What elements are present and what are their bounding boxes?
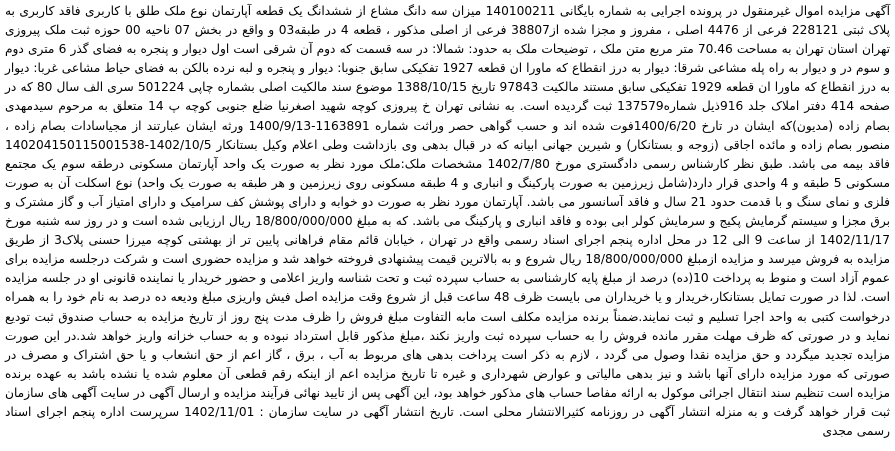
notice-body-text: آگهی مزایده اموال غیرمنقول در پرونده اجرایی به شماره بایگانی 140100211 میزان سه دانگ مشاع از ششدانگ یک قطعه آپارتمان نوع ملک طلق با کاربری فاقد کاربری به پلاک ثبتی 228121 فرعی از 4476 اصلی ، مفروز و مجزا شده از38807 فرعی از اصلی مذکور ، قطعه 4 در طبقه03 و واقع در بخش 07 ناحیه 00 حوزه ثبت ملک پیروزی تهران استان تهران به مساحت 70.46 متر مربع متن ملک ، توضیحات ملک به حدود: شمالا: در سه قسمت که دوم آن شرقی است اول دیوار و پنجره به فضای گذر 6 متری دوم و سوم در و دیوار به راه پله مشاعی شرقا: دیوار به درز انقطاع که ماورا ان قطعه 1927 تفکیکی سابق جنوبا: دیوار و پنجره و لبه نرده بالکن به فضای حیاط مشاعی غربا: دیوار به درز انقطاع که ماورا ان قطعه 1929 تفکیکی سابق مستند مالکیت 97843 تاریخ 1388/10/15 موضوع سند مالکیت اصلی بشماره چاپی 501224 سری الف سال 80 که در صفحه 414 دفتر املاک جلد 916ذیل شماره137579 ثبت گردیده است. به نشانی تهران خ پیروزی کوچه شهید اصغرنیا ضلع جنوبی کوچه پ 14 متعلق به مرحوم سیدمهدی بصام زاده (مدیون)که ایشان در تارخ 1400/6/20فوت شده اند و حسب گواهی حصر وراثت شماره 1163891-1400/9/13 ورثه ایشان عبارتند از مجیاسادات بصام زاده ، منصور بصام زاده و مائده اجاقی (زوجه و بستانکار) و شیرین جهانی ابیانه که در قبال بدهی وی بازداشت وطی اعلام وکیل بستانکار 1402/10/5-140204150115001538 فاقد بیمه می باشد. طبق نظر کارشناس رسمی دادگستری مورخ 1402/7/80 مشخصات ملک:ملک مورد نظر به صورت یک واحد آپارتمان مسکونی درطقه سوم یک مجتمع مسکونی 5 طبقه و 4 واحدی قرار دارد(شامل زیرزمین به صورت پارکینگ و انباری و 4 طبقه مسکونی روی زیرزمین و هر طبقه به صورت یک واحد) نوع اسکلت آن به صورت فلزی و نمای سنگ و با قدمت حدود 21 سال و فاقد آسانسور می باشد. آپارتمان مورد نظر به صورت دو خوابه و دارای پوشش کف سرامیک و دارای امتیاز آب و گاز مشترک و برق مجزا و سیستم گرمایش پکیج و سرمایش کولر ابی بوده و فاقد انباری و پارکینگ می باشد. که به مبلغ 18/800/000/000 ریال ارزیابی شده است و در روز سه شنبه مورخ 1402/11/17 از ساعت 9 الی 12 در محل اداره پنجم اجرای اسناد رسمی واقع در تهران ، خیابان قائم مقام فراهانی پایین تر از بهشتی کوچه میرزا حسنی پلاک3 از طریق مزایده به فروش میرسد و مزایده ازمبلغ 18/800/000/000 ریال شروع و به بالاترین قیمت پیشنهادی فروخته خواهد شد و مزایده حضوری است و شرکت درجلسه مزایده برای عموم آزاد است و منوط به پرداخت 10(ده) درصد از مبلغ پایه کارشناسی به حساب سپرده ثبت و تحت شناسه واریز اعلامی و حضور خریدار یا نماینده قانونی او در جلسه مزایده است. لذا در صورت تمایل بستانکار،خریدار و یا خریداران می بایست ظرف 48 ساعت قبل از شروع وقت مزایده اصل فیش واریزی مبلغ ودیعه ده درصد به نام خود را به همراه درخواست کتبی به واحد اجرا تسلیم و ثبت نمایند.ضمناً برنده مزایده مکلف است مابه التفاوت مبلغ فروش را ظرف مدت پنج روز از تاریخ مزایده به حساب صندوق ثبت تودیع نماید و در صورتی که ظرف مهلت مقرر مانده فروش را به حساب سپرده ثبت واریز نکند ،مبلغ مذکور قابل استرداد نبوده و به حساب خزانه واریز خواهد شد.در این صورت مزایده تجدید میگردد و حق مزایده نقدا وصول می گردد ، لازم به ذکر است پرداخت بدهی های مربوط به آب ، برق ، گاز اعم از حق انشعاب و یا حق اشتراک و مصرف در صورتی که مورد مزایده دارای آنها باشد و نیز بدهی مالیاتی و عوارض شهرداری و غیره تا تاریخ مزایده اعم از اینکه رقم قطعی آن معلوم شده یا نشده باشد به عهده برنده مزایده است تنظیم سند انتقال اجرائی موکول به ارائه مفاصا حساب های مذکور خواهد بود، این آگهی پس از تایید نهائی فرآیند مزایده و ارسال آگهی در سایت آگهی های سازمان ثبت قرار خواهد گرفت و به منزله انتشار آگهی در روزنامه کثیرالانتشار محلی است. تاریخ انتشار آگهی در سایت سازمان : 1402/11/01 سرپرست اداره پنجم اجرای اسناد رسمی مجدی <box>5 4 891 439</box>
